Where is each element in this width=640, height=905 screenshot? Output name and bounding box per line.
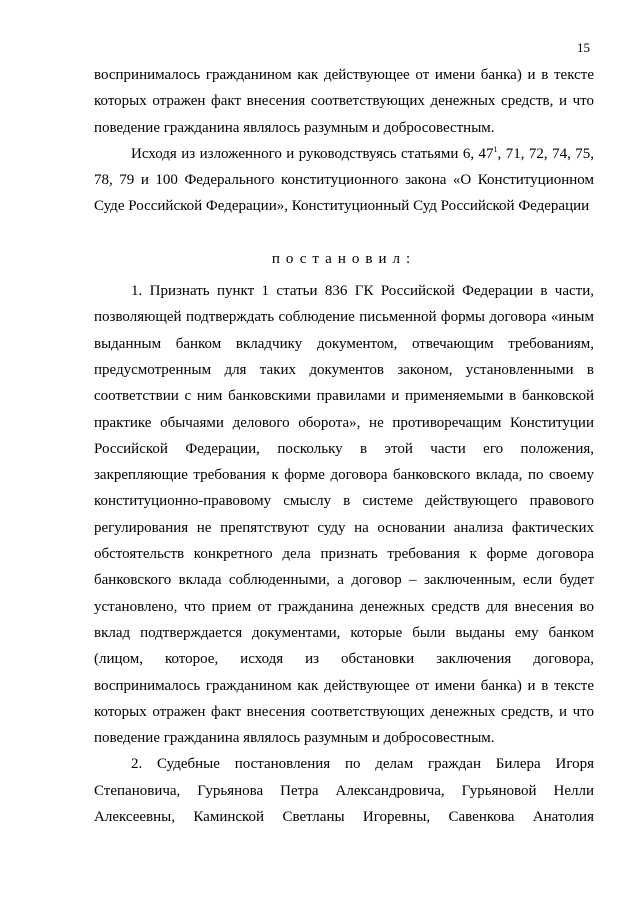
document-body — [94, 62, 594, 830]
paragraph-continuation: воспринималось гражданином как действующее от имени банка) и в тексте которых отражен факт внесения соответствующих денежных средств, и что поведение гражданина являлось разумным и добросовестным. — [94, 67, 594, 136]
resolution-item-1: 1. Признать пункт 1 статьи 836 ГК Российской Федерации в части, позволяющей подтверждать соблюдение письменной формы договора «иным выданным банком вкладчику документом, отвечающим требованиям, предусмотренным для таких документов законом, установленными в соответствии с ним банковскими правилами и применяемыми в банковской практике обычаями делового оборота», не противоречащим Конституции Российской Федерации, поскольку в этой части его положения, закрепляющие требования к форме договора банковского вклада, по своему конституционно-правовому смыслу в системе действующего правового регулирования не препятствуют суду на основании анализа фактических обстоятельств конкретного дела признать требования к форме договора банковского вклада соблюденными, а договор – заключенным, если будет установлено, что прием от гражданина денежных средств для внесения во вклад подтверждается документами, которые были выданы ему банком (лицом, которое, исходя из обстановки заключения договора, воспринималось гражданином как действующее от имени банка) и в тексте которых отражен факт внесения соответствующих денежных средств, и что поведение гражданина являлось разумным и добросовестным. — [94, 283, 594, 747]
paragraph-legal-basis — [94, 141, 594, 220]
resolution-item-2: 2. Судебные постановления по делам граждан Билера Игоря Степановича, Гурьянова Петра Александровича, Гурьяновой Нелли Алексеевны, Каминской Светланы Игоревны, Савенкова Анатолия — [94, 756, 594, 826]
page-number: 15 — [577, 40, 590, 55]
resolution-heading: постановил: — [271, 250, 417, 267]
superscript: 1 — [493, 144, 498, 154]
legal-basis-text: Исходя из изложенного и руководствуясь статьями 6, 47 — [131, 145, 494, 162]
legal-basis-text-cont: , 71, 72, 74, 75, 78, 79 и 100 Федерального конституционного закона «О Конституционном Суде Российской Федерации», Конституционный Суд Российской Федерации — [94, 145, 594, 215]
